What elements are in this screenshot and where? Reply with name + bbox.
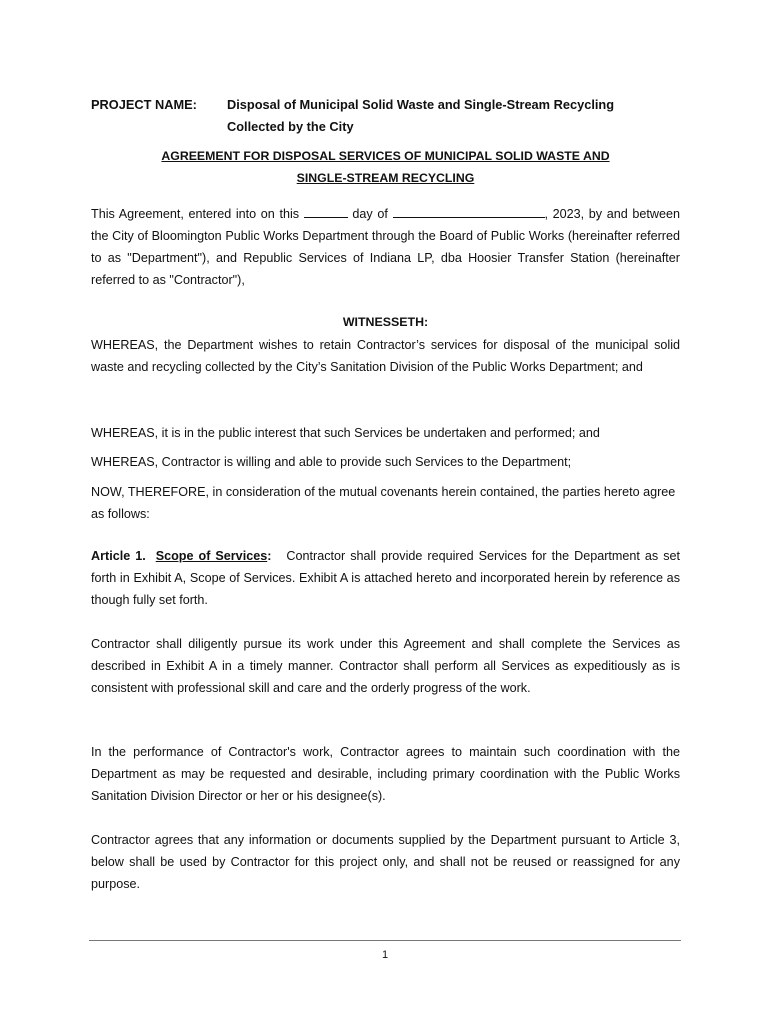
- witnesseth-heading: WITNESSETH:: [342, 315, 429, 329]
- footer-divider: [89, 940, 681, 941]
- agreement-title-line-2: SINGLE-STREAM RECYCLING: [296, 171, 475, 185]
- intro-paragraph: [91, 203, 680, 291]
- day-blank: [304, 204, 348, 218]
- article-1-text: Contractor shall provide required Services for the Department as set forth in Exhibit A, Scope of Services. Exhibit A is attached hereto and incorporated herein by reference as though fully set forth.: [91, 549, 680, 607]
- intro-text-3: , 2023, by and between the City of Bloomington Public Works Department through the Board of Public Works (hereinafter referred to as "Department"), and Republic Services of Indiana LP, dba Hoosier Transfer Station (hereinafter referred to as "Contractor"),: [91, 207, 681, 287]
- intro-text-2: day of: [352, 207, 388, 221]
- article-1-colon: :: [267, 549, 272, 563]
- project-name-value: Disposal of Municipal Solid Waste and Single-Stream Recycling Collected by the City: [227, 97, 615, 134]
- agreement-title: [91, 145, 680, 189]
- whereas-paragraph-2: WHEREAS, it is in the public interest that such Services be undertaken and performed; and: [91, 426, 600, 440]
- now-therefore-paragraph: NOW, THEREFORE, in consideration of the mutual covenants herein contained, the parties hereto agree as follows:: [91, 485, 676, 521]
- intro-text-1: This Agreement, entered into on this: [91, 207, 300, 221]
- whereas-paragraph-1: WHEREAS, the Department wishes to retain Contractor’s services for disposal of the municipal solid waste and recycling collected by the City’s Sanitation Division of the Public Works Department; and: [91, 338, 680, 374]
- project-name-label: PROJECT NAME:: [91, 97, 197, 112]
- body-paragraph-3: Contractor agrees that any information or documents supplied by the Department pursuant to Article 3, below shall be used by Contractor for this project only, and shall not be reused or reassigned for any purpose.: [91, 833, 680, 891]
- page-number: 1: [381, 949, 389, 961]
- body-paragraph-2: In the performance of Contractor's work, Contractor agrees to maintain such coordination with the Department as may be requested and desirable, including primary coordination with the Public Works Sanitation Division Director or her or his designee(s).: [91, 745, 680, 803]
- article-1-paragraph: [91, 545, 680, 611]
- month-blank: [393, 204, 545, 218]
- agreement-title-line-1: AGREEMENT FOR DISPOSAL SERVICES OF MUNICIPAL SOLID WASTE AND: [161, 149, 610, 163]
- article-1-title: Scope of Services: [155, 549, 268, 563]
- article-1-label: Article 1.: [91, 549, 146, 563]
- whereas-paragraph-3: WHEREAS, Contractor is willing and able to provide such Services to the Department;: [91, 455, 572, 469]
- body-paragraph-1: Contractor shall diligently pursue its work under this Agreement and shall complete the Services as described in Exhibit A in a timely manner. Contractor shall perform all Services as expeditiously as is consistent with professional skill and care and the orderly progress of the work.: [91, 637, 680, 695]
